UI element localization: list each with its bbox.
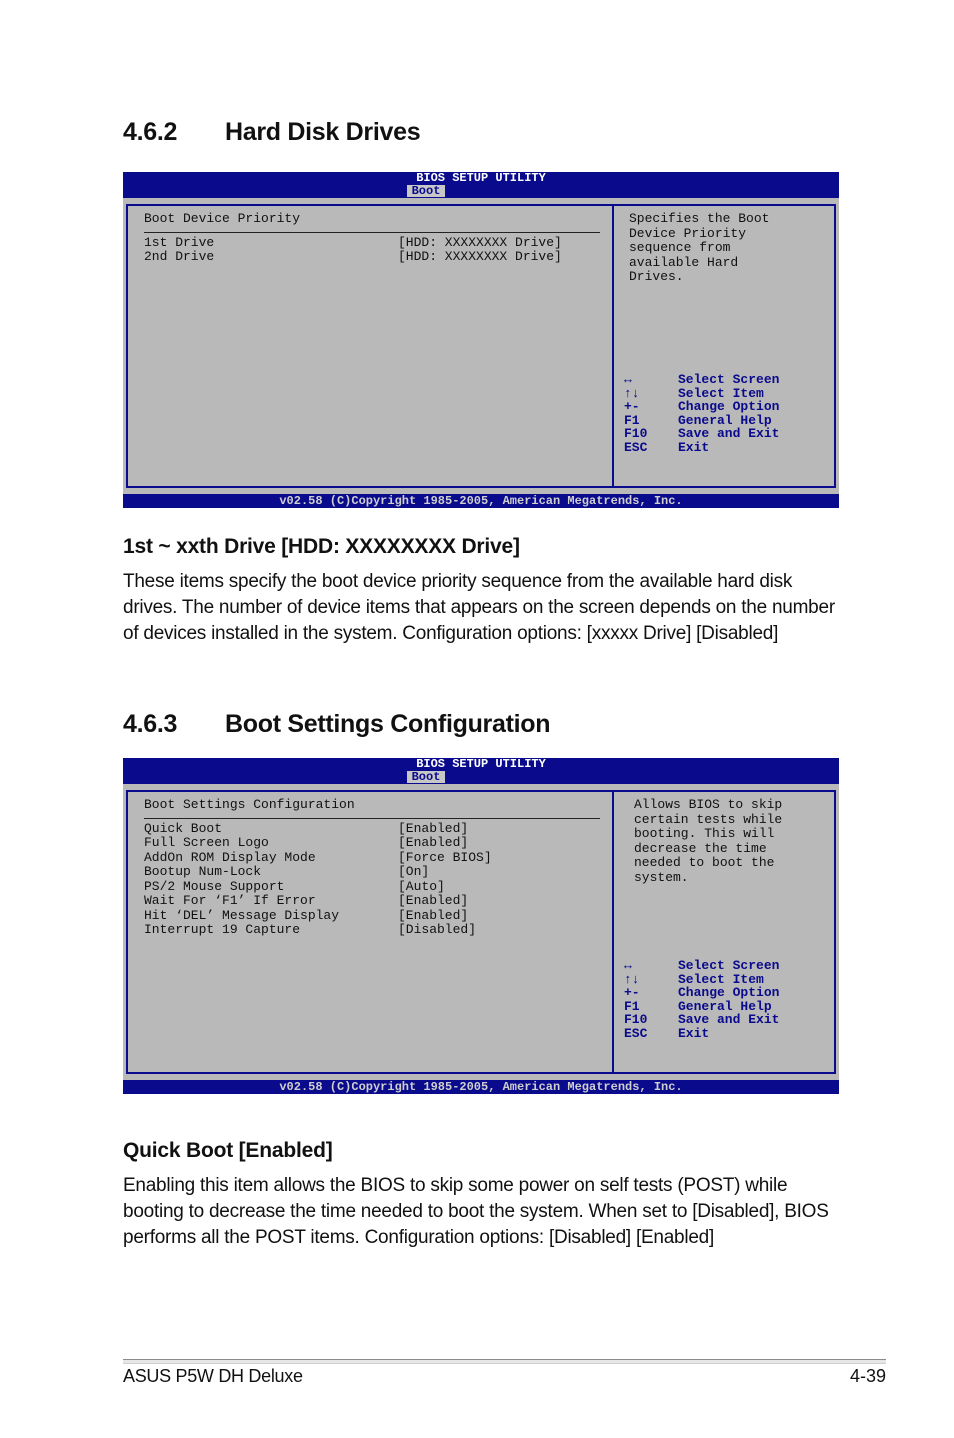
- footer-rule: [123, 1359, 886, 1364]
- bios-header: [123, 758, 839, 784]
- key-legend-item: [624, 973, 779, 987]
- key-plus-minus: +-: [624, 399, 640, 414]
- key-legend-item: [624, 1000, 779, 1014]
- bios-copyright-footer: v02.58 (C)Copyright 1985-2005, American Megatrends, Inc.: [123, 494, 839, 508]
- key-legend-item: [624, 986, 779, 1000]
- subsection-title: Quick Boot [Enabled]: [123, 1139, 333, 1162]
- key-legend-item: [624, 373, 779, 387]
- bios-setting-row[interactable]: [144, 894, 600, 909]
- key-f1: F1: [624, 998, 640, 1014]
- key-arrows-ud-icon: ↑↓: [624, 971, 640, 987]
- bios-settings-list: [144, 798, 600, 938]
- key-legend-item: [624, 441, 779, 455]
- key-action: Save and Exit: [678, 426, 780, 441]
- bios-setting-row[interactable]: [144, 865, 600, 880]
- bios-setting-value[interactable]: [Enabled]: [398, 893, 469, 908]
- bios-setting-label: Wait For ‘F1’ If Error: [144, 893, 316, 908]
- bios-setting-row[interactable]: [144, 250, 600, 265]
- key-legend-item: [624, 1027, 779, 1041]
- key-arrows-lr-icon: ↔: [624, 958, 632, 973]
- key-legend-item: [624, 427, 779, 441]
- bios-setting-row[interactable]: [144, 836, 600, 851]
- key-legend-item: [624, 414, 779, 428]
- bios-setting-row[interactable]: [144, 923, 600, 938]
- key-legend-item: [624, 387, 779, 401]
- key-legend-item: [624, 959, 779, 973]
- key-esc: ESC: [624, 439, 648, 455]
- key-action: Save and Exit: [678, 1012, 780, 1027]
- section-title: [123, 118, 420, 147]
- key-action: General Help: [678, 998, 772, 1014]
- bios-setting-label: 2nd Drive: [144, 249, 215, 264]
- section-title-text: Boot Settings Configuration: [225, 710, 551, 738]
- key-action: Select Screen: [678, 372, 780, 387]
- bios-setting-value[interactable]: [Enabled]: [398, 835, 469, 850]
- key-arrows-ud-icon: ↑↓: [624, 385, 640, 401]
- bios-tab-boot[interactable]: Boot: [407, 185, 445, 197]
- key-action: Select Item: [678, 971, 764, 987]
- bios-setting-value[interactable]: [On]: [398, 864, 430, 879]
- key-action: Exit: [678, 439, 710, 455]
- bios-setting-row[interactable]: [144, 851, 600, 866]
- bios-heading-rule: [144, 818, 600, 819]
- bios-screen-hard-disk-drives: [123, 172, 839, 508]
- bios-tab-boot[interactable]: Boot: [407, 771, 445, 783]
- bios-setting-value[interactable]: [HDD: XXXXXXXX Drive]: [398, 249, 562, 264]
- bios-help-text: Allows BIOS to skip certain tests while booting. This will decrease the time needed to boot the system.: [634, 797, 783, 885]
- bios-setting-row[interactable]: [144, 236, 600, 251]
- key-arrows-lr-icon: ↔: [624, 372, 632, 387]
- bios-copyright-footer: v02.58 (C)Copyright 1985-2005, American Megatrends, Inc.: [123, 1080, 839, 1094]
- footer-page-number: 4-39: [849, 1366, 886, 1386]
- bios-setting-label: Interrupt 19 Capture: [144, 922, 301, 937]
- key-action: Exit: [678, 1025, 710, 1041]
- key-action: Change Option: [678, 985, 780, 1000]
- bios-section-heading: Boot Settings Configuration: [144, 797, 355, 812]
- bios-setting-label: Quick Boot: [144, 820, 223, 836]
- bios-screen-boot-settings: [123, 758, 839, 1094]
- bios-setting-value[interactable]: [Force BIOS]: [398, 849, 492, 865]
- key-f1: F1: [624, 412, 640, 428]
- bios-setting-value[interactable]: [HDD: XXXXXXXX Drive]: [398, 234, 562, 250]
- key-plus-minus: +-: [624, 985, 640, 1000]
- key-f10: F10: [624, 426, 648, 441]
- bios-panel: [126, 790, 836, 1074]
- bios-divider: [612, 792, 614, 1072]
- key-action: Change Option: [678, 399, 780, 414]
- bios-setting-value[interactable]: [Auto]: [398, 878, 445, 894]
- bios-setting-label: Full Screen Logo: [144, 835, 269, 850]
- bios-section-heading: Boot Device Priority: [144, 211, 301, 226]
- bios-setting-label: AddOn ROM Display Mode: [144, 849, 316, 865]
- section-number: 4.6.2: [123, 118, 178, 146]
- bios-heading-rule: [144, 232, 600, 233]
- bios-setting-label: 1st Drive: [144, 234, 215, 250]
- description-paragraph: These items specify the boot device priority sequence from the available hard disk drives. The number of device items that appears on the screen depends on the number of devices installed in the system. Configuration options: [xxxxx Drive] [Disabled]: [123, 571, 835, 644]
- bios-header: [123, 172, 839, 198]
- bios-settings-list: [144, 212, 600, 265]
- key-action: Select Item: [678, 385, 764, 401]
- subsection-title: 1st ~ xxth Drive [HDD: XXXXXXXX Drive]: [123, 535, 520, 558]
- bios-setting-row[interactable]: [144, 909, 600, 924]
- bios-divider: [612, 206, 614, 486]
- bios-utility-title: BIOS SETUP UTILITY: [416, 171, 546, 185]
- bios-setting-label: Hit ‘DEL’ Message Display: [144, 907, 340, 923]
- footer-product-name: ASUS P5W DH Deluxe: [123, 1366, 303, 1386]
- key-esc: ESC: [624, 1025, 648, 1041]
- section-number: 4.6.3: [123, 710, 178, 738]
- bios-setting-label: Bootup Num-Lock: [144, 864, 262, 879]
- bios-utility-title: BIOS SETUP UTILITY: [416, 757, 546, 771]
- bios-key-legend: [624, 959, 779, 1040]
- description-paragraph: Enabling this item allows the BIOS to skip some power on self tests (POST) while booting to decrease the time needed to boot the system. When set to [Disabled], BIOS performs all the POST items. Configuration options: [Disabled] [Enabled]: [123, 1175, 829, 1248]
- key-action: General Help: [678, 412, 772, 428]
- bios-setting-label: PS/2 Mouse Support: [144, 878, 285, 894]
- bios-key-legend: [624, 373, 779, 454]
- key-f10: F10: [624, 1012, 648, 1027]
- section-title: [123, 710, 550, 739]
- bios-setting-value[interactable]: [Disabled]: [398, 922, 477, 937]
- bios-setting-value[interactable]: [Enabled]: [398, 907, 469, 923]
- section-title-text: Hard Disk Drives: [225, 118, 421, 146]
- key-action: Select Screen: [678, 958, 780, 973]
- bios-panel: [126, 204, 836, 488]
- key-legend-item: [624, 1013, 779, 1027]
- bios-setting-row[interactable]: [144, 822, 600, 837]
- bios-setting-value[interactable]: [Enabled]: [398, 820, 469, 836]
- bios-help-text: Specifies the Boot Device Priority sequence from available Hard Drives.: [629, 211, 770, 284]
- key-legend-item: [624, 400, 779, 414]
- bios-setting-row[interactable]: [144, 880, 600, 895]
